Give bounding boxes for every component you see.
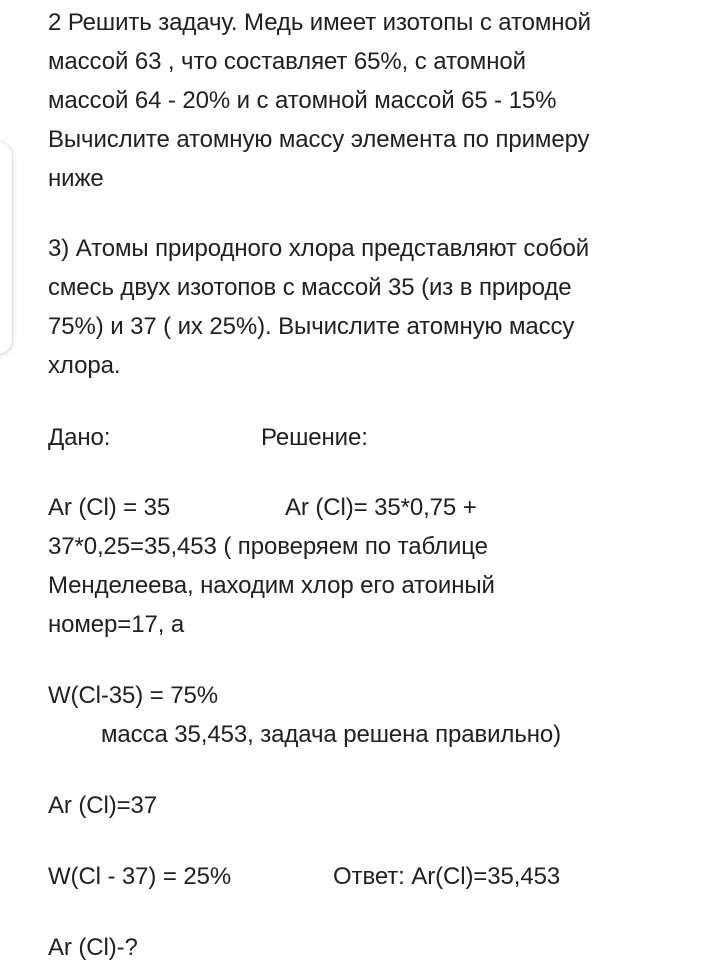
task2-line-2: массой 63 , что составляет 65%, с атомной [48,48,526,75]
solution-line-1: Ar (Cl)= 35*0,75 + [285,494,477,521]
solution-line-4: номер=17, а [48,611,185,638]
task2-line-4: Вычислите атомную массу элемента по примеру [48,126,590,153]
side-card-edge [0,142,12,354]
task2-line-1: 2 Решить задачу. Медь имеет изотопы с атомной [48,9,591,36]
given-w-37: W(Cl - 37) = 25% [48,863,232,890]
solution-line-3: Менделеева, находим хлор его атоиный [48,572,495,599]
task2-line-3: массой 64 - 20% и с атомной массой 65 - 15% [48,87,557,114]
solution-line-5: масса 35,453, задача решена правильно) [101,721,562,748]
task2-line-5: ниже [48,165,104,192]
given-ar-37: Ar (Cl)=37 [48,792,158,819]
solution-line-2: 37*0,25=35,453 ( проверяем по таблице [48,533,488,560]
task3-line-4: хлора. [48,352,121,379]
given-heading: Дано: [48,424,111,451]
task3-line-1: 3) Атомы природного хлора представляют собой [48,235,590,262]
task3-line-2: смесь двух изотопов с массой 35 (из в природе [48,274,572,301]
task3-line-3: 75%) и 37 ( их 25%). Вычислите атомную массу [48,313,575,340]
solution-heading: Решение: [261,424,368,451]
given-find: Ar (Cl)-? [48,934,138,961]
given-w-35: W(Cl-35) = 75% [48,682,218,709]
answer: Ответ: Ar(Cl)=35,453 [333,863,561,890]
given-ar-35: Ar (Cl) = 35 [48,494,171,521]
